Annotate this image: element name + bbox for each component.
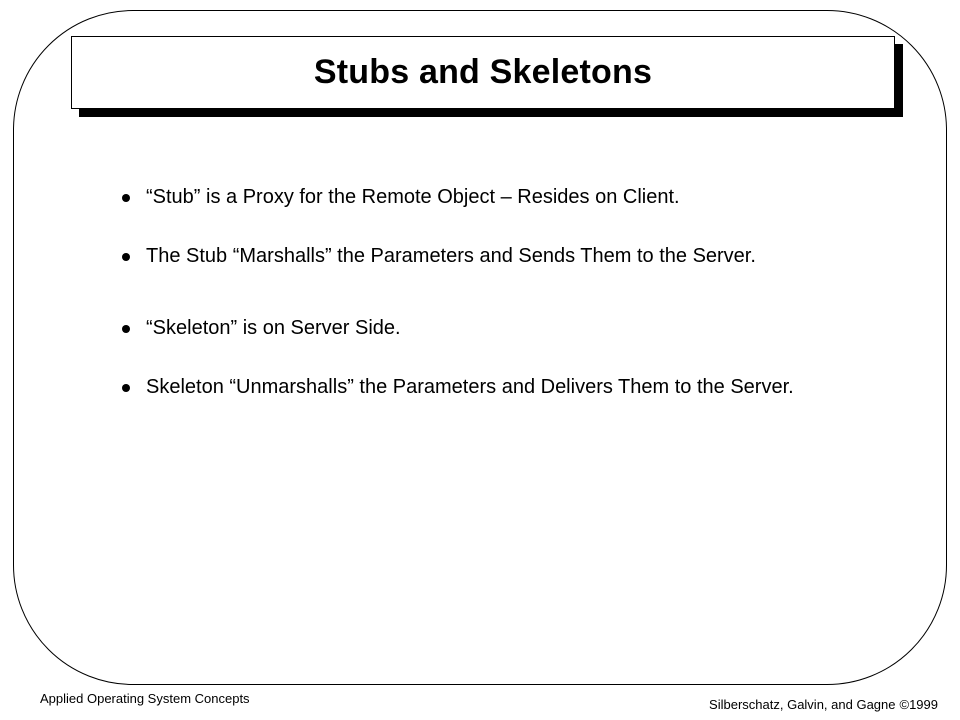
footer-year: 1999: [909, 697, 938, 712]
bullet-dot-icon: [122, 253, 130, 261]
copyright-icon: ©: [899, 697, 910, 712]
bullet-text: The Stub “Marshalls” the Parameters and Sends Them to the Server.: [146, 245, 756, 267]
footer-course-title: Applied Operating System Concepts: [40, 691, 250, 706]
title-box: [71, 36, 895, 109]
bullet-dot-icon: [122, 194, 130, 202]
bullet-dot-icon: [122, 325, 130, 333]
bullet-item: [118, 373, 838, 402]
bullet-item: [118, 242, 838, 271]
footer-copyright: [709, 697, 938, 712]
slide-title: Stubs and Skeletons: [313, 53, 653, 91]
bullet-text: “Stub” is a Proxy for the Remote Object – Resides on Client.: [146, 186, 680, 208]
footer-authors: Silberschatz, Galvin, and Gagne: [709, 697, 896, 712]
bullet-item: [118, 183, 838, 212]
bullet-text: “Skeleton” is on Server Side.: [146, 317, 401, 339]
bullet-dot-icon: [122, 384, 130, 392]
bullet-item: [118, 314, 838, 343]
bullet-list: [118, 183, 838, 402]
bullet-text: Skeleton “Unmarshalls” the Parameters and Delivers Them to the Server.: [146, 376, 794, 398]
